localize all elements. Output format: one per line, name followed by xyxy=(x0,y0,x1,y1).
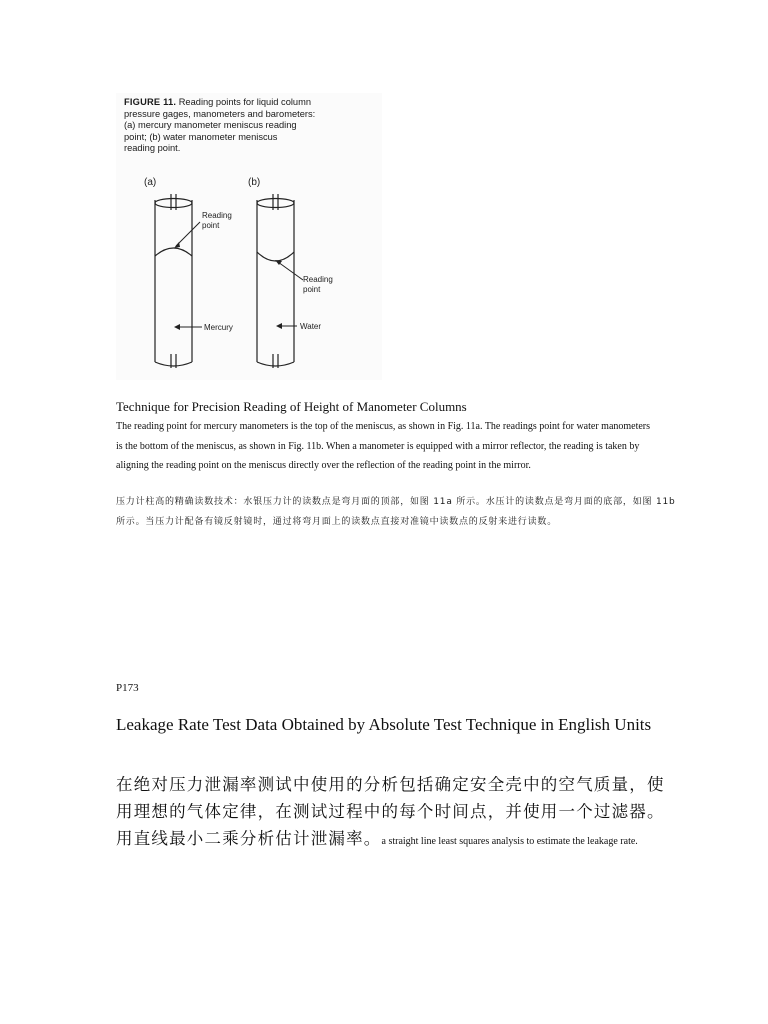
arrowhead-icon xyxy=(174,242,180,248)
water-label: Water xyxy=(300,322,322,331)
reading-point-b-leader xyxy=(278,262,303,280)
caption-line: reading point. xyxy=(124,143,181,154)
figure-number: FIGURE 11. xyxy=(124,97,177,107)
caption-line: point; (b) water manometer meniscus xyxy=(124,131,278,142)
reading-point-a-label-1: Reading xyxy=(202,211,232,220)
arrowhead-icon xyxy=(276,323,282,329)
section-body-english: The reading point for mercury manometers is the top of the meniscus, as shown in Fig. 11a. The readings point for water manometers is the bottom of the meniscus, as shown in Fig. 11b. When a manometer is equipped with a mirror reflector, the reading is taken by aligning the reading point on the meniscus directly over the reflection of the reading point in the mirror. xyxy=(116,421,651,471)
water-tube xyxy=(257,194,294,368)
mercury-label: Mercury xyxy=(204,323,233,332)
arrowhead-icon xyxy=(174,324,180,330)
panel-a-label: (a) xyxy=(144,177,157,188)
reading-point-a-label-2: point xyxy=(202,221,220,230)
figure-caption xyxy=(124,97,364,155)
reading-point-a-leader xyxy=(176,222,200,246)
section-body-chinese: 压力计柱高的精确读数技术：水银压力计的读数点是弯月面的顶部，如图 11a 所示。水压计的读数点是弯月面的底部，如图 11b 所示。当压力计配备有镜反射镜时，通过将弯月面上的读数点直接对准镜中读数点的反射来进行读数。 xyxy=(116,497,676,527)
section-heading: Technique for Precision Reading of Height of Manometer Columns xyxy=(116,399,467,414)
panel-b-label: (b) xyxy=(248,177,261,188)
water-meniscus xyxy=(257,252,294,261)
leakage-heading: Leakage Rate Test Data Obtained by Absolute Test Technique in English Units xyxy=(116,715,652,734)
leakage-body-chinese: 在绝对压力泄漏率测试中使用的分析包括确定安全壳中的空气质量，使用理想的气体定律，在测试过程中的每个时间点，并使用一个过滤器。 用直线最小二乘分析估计泄漏率。 xyxy=(116,775,665,848)
reading-point-b-label-1: Reading xyxy=(303,275,333,284)
manometer-diagram xyxy=(116,170,376,370)
mercury-meniscus xyxy=(155,248,192,256)
leakage-body xyxy=(116,771,676,855)
caption-line: pressure gages, manometers and barometers: xyxy=(124,108,316,119)
mercury-tube xyxy=(155,194,192,368)
page-reference: P173 xyxy=(116,682,139,694)
leakage-body-english: a straight line least squares analysis to estimate the leakage rate. xyxy=(381,836,638,847)
caption-line: Reading points for liquid column xyxy=(178,97,312,107)
reading-point-b-label-2: point xyxy=(303,285,321,294)
caption-line: (a) mercury manometer meniscus reading xyxy=(124,120,297,131)
